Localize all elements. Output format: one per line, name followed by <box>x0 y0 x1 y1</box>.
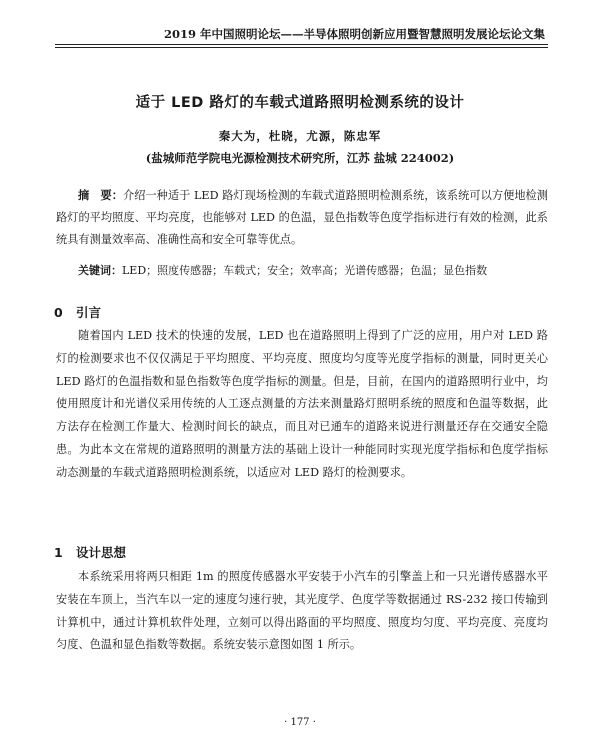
section-title: 引言 <box>76 305 102 320</box>
abstract-text: 介绍一种适于 LED 路灯现场检测的车载式道路照明检测系统，该系统可以方便地检测路灯的平均照度、平均亮度，也能够对 LED 的色温，显色指数等色度学指标进行有效的检测，此系统具有测量效率高、准确性高和安全可靠等优点。 <box>56 189 548 246</box>
section-title: 设计思想 <box>76 545 127 560</box>
section-heading-introduction <box>54 303 101 321</box>
abstract <box>56 184 548 251</box>
design-paragraph: 本系统采用将两只相距 1m 的照度传感器水平安装于小汽车的引擎盖上和一只光谱传感器水平安装在车顶上，当汽车以一定的速度匀速行驶，其光度学、色度学等数据通过 RS-232 接口传输到计算机中，通过计算机软件处理，立刻可以得出路面的平均照度、照度均匀度、平均亮度、亮度均匀度、色温和显色指数等数据。系统安装示意图如图 1 所示。 <box>56 570 548 652</box>
affiliation: (盐城师范学院电光源检测技术研究所，江苏 盐城 224002) <box>145 151 455 165</box>
section-number: 0 <box>54 305 63 320</box>
authors: 秦大为，杜晓，尤源，陈忠军 <box>218 129 382 143</box>
introduction-paragraph: 随着国内 LED 技术的快速的发展，LED 也在道路照明上得到了广泛的应用，用户对 LED 路灯的检测要求也不仅仅满足于平均照度、平均亮度、照度均匀度等光度学指标的测量，同时更关心 LED 路灯的色温指数和显色指数等色度学指标的测量。但是，目前，在国内的道路照明行业中，均使用照度计和光谱仪采用传统的人工逐点测量的方法来测量路灯照明系统的照度和色温等数据，此方法存在检测工作量大、检测时间长的缺点，而且对已通车的道路来说进行测量还存在交通安全隐患。为此本文在常规的道路照明的测量方法的基础上设计一种能同时实现光度学指标和色度学指标动态测量的车载式道路照明检测系统，以适应对 LED 路灯的检测要求。 <box>56 329 548 479</box>
keywords-label: 关键词： <box>78 264 122 277</box>
abstract-label: 摘 要： <box>78 188 123 202</box>
section-heading-design <box>54 543 126 561</box>
section-number: 1 <box>54 545 63 560</box>
paper-title: 适于 LED 路灯的车载式道路照明检测系统的设计 <box>135 95 465 111</box>
keywords <box>78 262 548 278</box>
header-rule-bottom <box>55 47 548 48</box>
header-rule-top <box>55 44 548 45</box>
page-number: · 177 · <box>284 717 316 728</box>
running-header: 2019 年中国照明论坛——半导体照明创新应用暨智慧照明发展论坛论文集 <box>163 27 545 41</box>
keywords-text: LED；照度传感器；车载式；安全；效率高；光谱传感器；色温；显色指数 <box>122 264 488 277</box>
